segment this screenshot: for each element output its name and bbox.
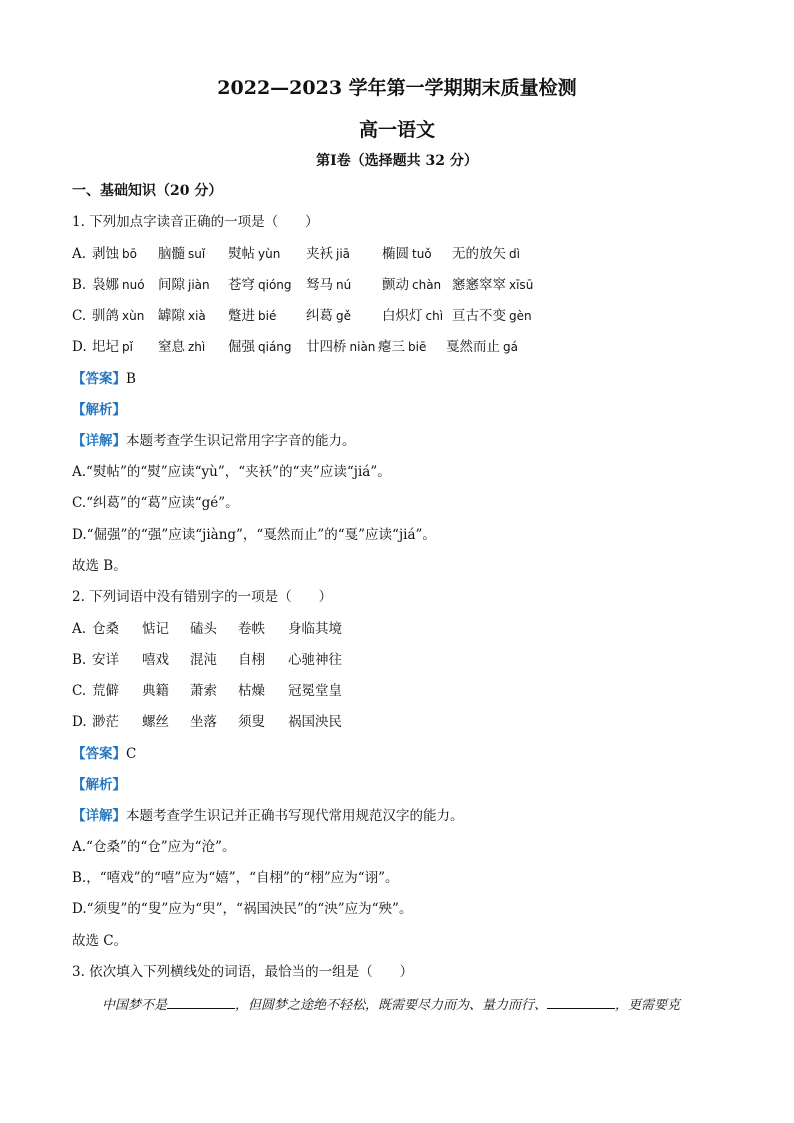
option-item: 圯圮 pǐ [92,339,133,355]
q2-detail: 【详解】本题考查学生识记并正确书写现代常用规范汉字的能力。 [72,808,464,824]
q1-detail: 【详解】本题考查学生识记常用字字音的能力。 [72,433,356,449]
q2-explanation-line: B.，“嘻戏”的“嘻”应为“嬉”，“自栩”的“栩”应为“诩”。 [72,870,399,886]
option-item: 亘古不变 gèn [452,308,532,324]
option-item: 剥蚀 bō [92,246,137,262]
option-word: 冠冕堂皇 [288,683,342,699]
option-item: 窸窸窣窣 xīsū [452,277,534,293]
option-item: 脑髓 suǐ [158,246,206,262]
option-word: 磕头 [190,621,217,637]
option-item: 间隙 jiàn [158,277,210,293]
option-word: 螺丝 [142,714,169,730]
q1-stem: 1. 下列加点字读音正确的一项是（ ） [72,214,319,230]
option-item: 罅隙 xià [158,308,206,324]
option-letter: A. [72,246,87,262]
q2-explanation-line: D.“须叟”的“叟”应为“臾”，“祸国泱民”的“泱”应为“殃”。 [72,901,413,917]
option-word: 荒僻 [92,683,119,699]
option-item: 廿四桥 niàn [306,339,376,355]
fill-blank [167,995,235,1009]
option-word: 渺茫 [92,714,119,730]
q2-explanation-line: A.“仓桑”的“仓”应为“沧”。 [72,839,236,855]
section-title: 第Ⅰ卷（选择题共 32 分） [316,153,478,169]
option-word: 卷帙 [238,621,265,637]
option-item: 蹩进 bié [228,308,277,324]
option-item: 熨帖 yùn [228,246,281,262]
option-item: 瘪三 biē [378,339,427,355]
option-letter: D. [72,714,87,730]
option-letter: C. [72,683,87,699]
option-item: 驽马 nú [306,277,352,293]
q2-stem: 2. 下列词语中没有错别字的一项是（ ） [72,589,333,605]
q1-conclusion: 故选 B。 [72,558,127,574]
fill-blank [547,995,615,1009]
q3-stem: 3. 依次填入下列横线处的词语，最恰当的一组是（ ） [72,964,414,980]
option-word: 萧索 [190,683,217,699]
option-word: 枯燥 [238,683,265,699]
option-item: 夹袄 jiā [306,246,351,262]
option-item: 戛然而止 gá [446,339,518,355]
option-word: 仓桑 [92,621,119,637]
option-letter: A. [72,621,87,637]
q1-answer: 【答案】B [72,371,136,387]
q2-analysis-tag: 【解析】 [72,777,126,793]
q3-passage: 中国梦不是 ，但圆梦之途绝不轻松，既需要尽力而为、量力而行、 ，更需要克 [102,995,680,1015]
part-heading: 一、基础知识（20 分） [72,183,223,199]
option-item: 颤动 chàn [382,277,442,293]
option-word: 嘻戏 [142,652,169,668]
option-word: 安详 [92,652,119,668]
q1-explanation-line: D.“倔强”的“强”应读“jiàng”，“戛然而止”的“戛”应读“jiá”。 [72,527,436,543]
option-item: 椭圆 tuǒ [382,246,432,262]
exam-title: 2022—2023 学年第一学期期末质量检测 [217,77,577,99]
option-word: 坐落 [190,714,217,730]
option-word: 典籍 [142,683,169,699]
q1-explanation-line: A.“熨帖”的“熨”应读“yù”，“夹袄”的“夹”应读“jiá”。 [72,464,391,480]
option-item: 驯鸽 xùn [92,308,145,324]
option-letter: C. [72,308,87,324]
option-word: 自栩 [238,652,265,668]
option-letter: D. [72,339,87,355]
option-item: 倔强 qiáng [228,339,292,355]
option-item: 窒息 zhì [158,339,206,355]
q1-explanation-line: C.“纠葛”的“葛”应读“gé”。 [72,495,239,511]
option-item: 无的放矢 dì [452,246,520,262]
subject-title: 高一语文 [358,119,435,141]
option-letter: B. [72,652,87,668]
option-word: 祸国泱民 [288,714,342,730]
option-item: 苍穹 qióng [228,277,292,293]
option-item: 纠葛 gě [306,308,351,324]
option-word: 心驰神往 [288,652,342,668]
option-word: 混沌 [190,652,217,668]
q2-answer: 【答案】C [72,746,137,762]
option-item: 白炽灯 chì [382,308,444,324]
option-word: 惦记 [142,621,169,637]
option-word: 须叟 [238,714,265,730]
option-item: 袅娜 nuó [92,277,145,293]
q2-conclusion: 故选 C。 [72,933,128,949]
option-letter: B. [72,277,87,293]
option-word: 身临其境 [288,621,342,637]
q1-analysis-tag: 【解析】 [72,402,126,418]
